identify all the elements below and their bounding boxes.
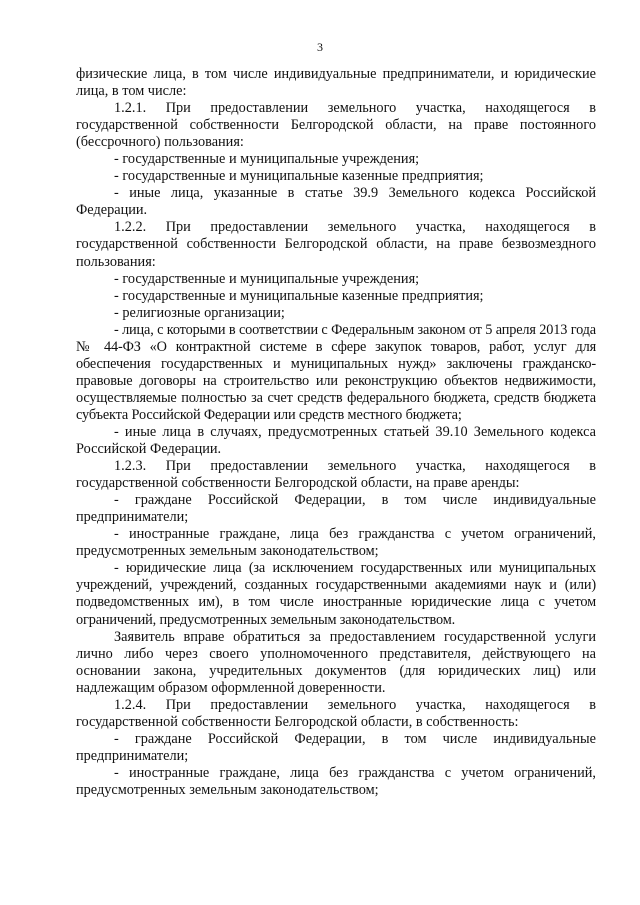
document-body: [76, 66, 596, 799]
list-item: - граждане Российской Федерации, в том числе индивидуальные предприниматели;: [76, 492, 596, 526]
list-item: - граждане Российской Федерации, в том числе индивидуальные предприниматели;: [76, 730, 596, 764]
list-item: - государственные и муниципальные казенные предприятия;: [114, 168, 484, 185]
list-item: - лица, с которыми в соответствии с Федеральным законом от 5 апреля 2013 года № 44-ФЗ «О контрактной системе в сфере закупок товаров, работ, услуг для обеспечения государственных и муниципальных нужд» заключены гражданско-правовые договоры на строительство или реконструкцию объектов недвижимости, осуществляемые полностью за счет средств федерального бюджета, средств бюджета субъекта Российской Федерации или средств местного бюджета;: [76, 321, 596, 423]
list-item: - иностранные граждане, лица без гражданства с учетом ограничений, предусмотренных земельным законодательством;: [76, 764, 596, 798]
paragraph-1-2-1: 1.2.1. При предоставлении земельного участка, находящегося в государственной собственности Белгородской области, на праве постоянного (бессрочного) пользования:: [76, 100, 596, 151]
list-item: - иные лица в случаях, предусмотренных статьей 39.10 Земельного кодекса Российской Федерации.: [76, 423, 596, 458]
list-item: - государственные и муниципальные учреждения;: [114, 151, 420, 168]
paragraph-applicant: Заявитель вправе обратиться за предоставлением государственной услуги лично либо через своего уполномоченного представителя, действующего на основании закона, учредительных документов (для юридических лиц) или надлежащим образом оформленной доверенности.: [76, 628, 596, 696]
list-item: - религиозные организации;: [114, 304, 285, 321]
list-item: - государственные и муниципальные казенные предприятия;: [114, 287, 484, 304]
paragraph-1-2-2: 1.2.2. При предоставлении земельного участка, находящегося в государственной собственности Белгородской области, на праве безвозмездного пользования:: [76, 219, 596, 270]
paragraph-1-2-3: 1.2.3. При предоставлении земельного участка, находящегося в государственной собственности Белгородской области, на праве аренды:: [76, 458, 596, 492]
list-item: - иностранные граждане, лица без гражданства с учетом ограничений, предусмотренных земельным законодательством;: [76, 526, 596, 560]
list-item: - государственные и муниципальные учреждения;: [114, 270, 420, 287]
page-number: 3: [317, 40, 323, 54]
paragraph-intro: физические лица, в том числе индивидуальные предприниматели, и юридические лица, в том числе:: [76, 66, 596, 100]
paragraph-1-2-4: 1.2.4. При предоставлении земельного участка, находящегося в государственной собственности Белгородской области, в собственность:: [76, 696, 596, 730]
list-item: - юридические лица (за исключением государственных или муниципальных учреждений, учреждений, созданных государственными академиями наук и (или) подведомственных им), в том числе иностранные юридические лица с учетом ограничений, предусмотренных земельным законодательством.: [76, 560, 596, 628]
list-item: - иные лица, указанные в статье 39.9 Земельного кодекса Российской Федерации.: [76, 185, 596, 219]
